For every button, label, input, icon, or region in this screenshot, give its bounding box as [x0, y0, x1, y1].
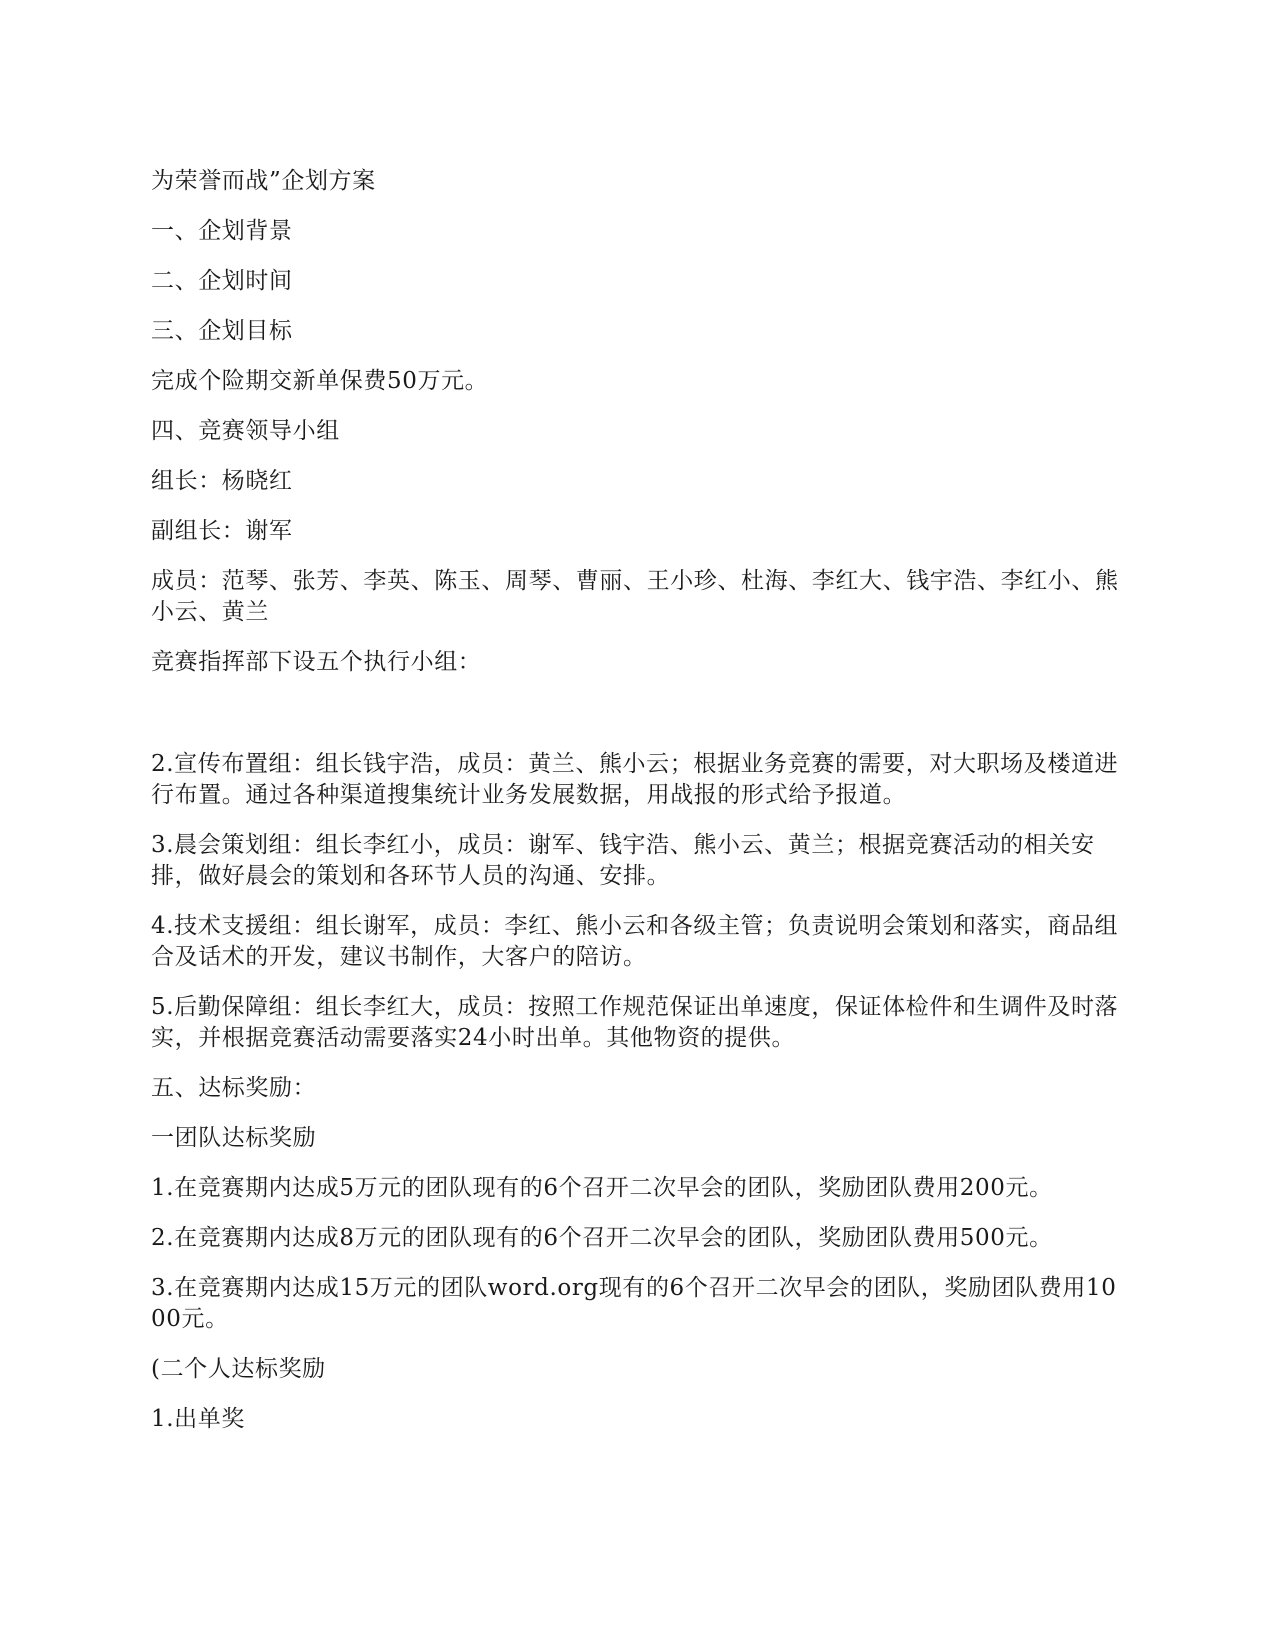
- document-page: [151, 166, 1126, 1454]
- section-heading: 三、企划目标: [151, 318, 293, 344]
- body-paragraph: 组长：杨晓红: [151, 468, 293, 494]
- section-heading: 二、企划时间: [151, 268, 293, 294]
- body-paragraph: 竞赛指挥部下设五个执行小组：: [151, 649, 482, 675]
- body-paragraph: 1.在竞赛期内达成5万元的团队现有的6个召开二次早会的团队，奖励团队费用200元。: [151, 1175, 1053, 1201]
- body-paragraph: 3.晨会策划组：组长李红小，成员：谢军、钱宇浩、熊小云、黄兰；根据竞赛活动的相关安排，做好晨会的策划和各环节人员的沟通、安排。: [151, 832, 1095, 889]
- section-heading: 五、达标奖励：: [151, 1075, 317, 1101]
- body-paragraph: 1.出单奖: [151, 1406, 245, 1432]
- section-heading: 一、企划背景: [151, 218, 293, 244]
- section-heading: 四、竞赛领导小组: [151, 418, 340, 444]
- body-paragraph: 4.技术支援组：组长谢军，成员：李红、熊小云和各级主管；负责说明会策划和落实，商品组合及话术的开发，建议书制作，大客户的陪访。: [151, 913, 1119, 970]
- subsection-heading: 一团队达标奖励: [151, 1125, 317, 1151]
- body-paragraph: 2.在竞赛期内达成8万元的团队现有的6个召开二次早会的团队，奖励团队费用500元。: [151, 1225, 1053, 1251]
- subsection-heading: (二个人达标奖励: [151, 1356, 326, 1382]
- blank-gap: [151, 697, 1126, 749]
- body-paragraph: 副组长：谢军: [151, 518, 293, 544]
- body-paragraph: 成员：范琴、张芳、李英、陈玉、周琴、曹丽、王小珍、杜海、李红大、钱宇浩、李红小、熊小云、黄兰: [151, 568, 1119, 625]
- body-paragraph: 完成个险期交新单保费50万元。: [151, 368, 489, 394]
- body-paragraph: 5.后勤保障组：组长李红大，成员：按照工作规范保证出单速度，保证体检件和生调件及时落实，并根据竞赛活动需要落实24小时出单。其他物资的提供。: [151, 994, 1119, 1051]
- document-title: 为荣誉而战”企划方案: [151, 168, 376, 194]
- body-paragraph: 2.宣传布置组：组长钱宇浩，成员：黄兰、熊小云；根据业务竞赛的需要，对大职场及楼道进行布置。通过各种渠道搜集统计业务发展数据，用战报的形式给予报道。: [151, 751, 1119, 808]
- body-paragraph: 3.在竞赛期内达成15万元的团队word.org现有的6个召开二次早会的团队，奖励团队费用1000元。: [151, 1275, 1117, 1332]
